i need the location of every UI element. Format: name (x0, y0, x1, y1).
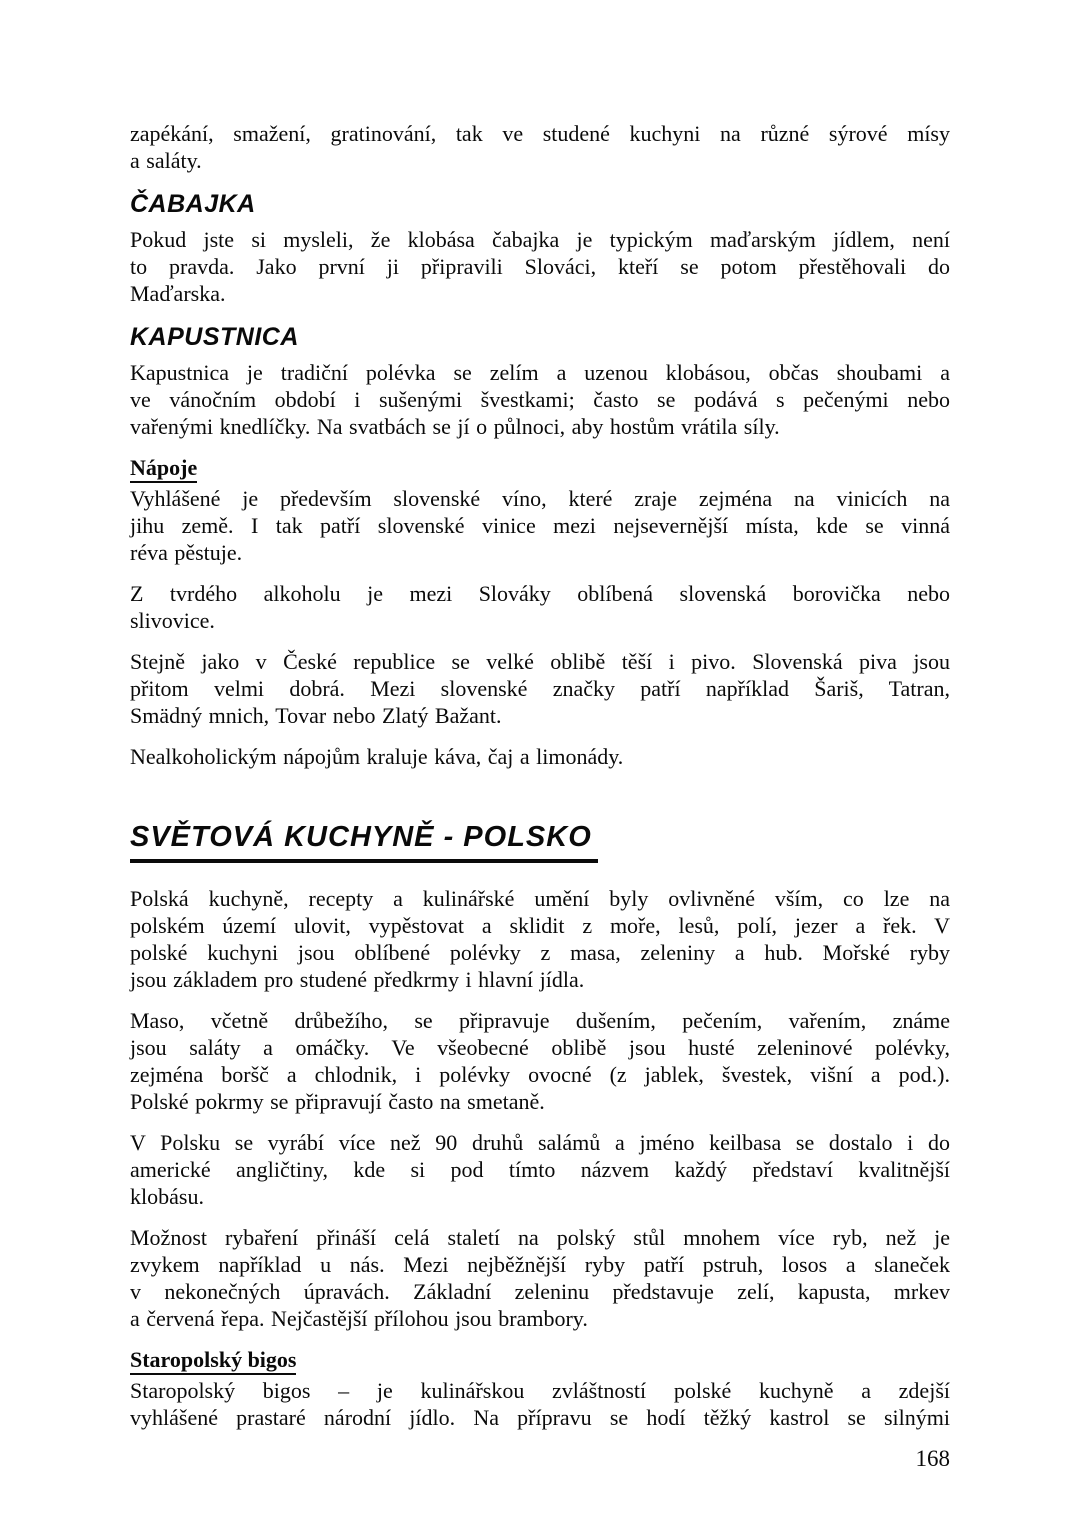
text-line: Polská kuchyně, recepty a kulinářské umění byly ovlivněné vším, co lze na (130, 886, 950, 911)
text-line: zvykem například u nás. Mezi nejběžnější ryby patří pstruh, losos a slaneček (130, 1252, 950, 1277)
text-line: vařenými knedlíčky. Na svatbách se jí o půlnoci, aby hostům vrátila síly. (130, 414, 780, 439)
text-line: Možnost rybaření přináší celá staletí na polský stůl mnohem více ryb, než je (130, 1225, 950, 1250)
paragraph (130, 1377, 950, 1431)
text-line: zapékání, smažení, gratinování, tak ve studené kuchyni na různé sýrové mísy (130, 121, 950, 146)
text-line: v nekonečných úpravách. Základní zeleninu představuje zelí, kapusta, mrkev (130, 1279, 950, 1304)
text-line: jsou saláty a omáčky. Ve všeobecné oblibě jsou husté zeleninové polévky, (130, 1035, 950, 1060)
text-line: polském území ulovit, vypěstovat a sklidit z moře, lesů, polí, jezer a řek. V (130, 913, 950, 938)
subheading-napoje: Nápoje (130, 454, 950, 481)
paragraph (130, 485, 950, 566)
text-line: Maso, včetně drůbežího, se připravuje dušením, pečením, vařením, známe (130, 1008, 950, 1033)
paragraph (130, 1129, 950, 1210)
text-line: klobásu. (130, 1184, 204, 1209)
text-line: jsou základem pro studené předkrmy i hlavní jídla. (130, 967, 585, 992)
chapter-heading-svetova-kuchyne-polsko: SVĚTOVÁ KUCHYNĚ - POLSKO (130, 820, 598, 863)
text-line: přitom velmi dobrá. Mezi slovenské značky patří například Šariš, Tatran, (130, 676, 950, 701)
text-line: Polské pokrmy se připravují často na smetaně. (130, 1089, 545, 1114)
paragraph (130, 226, 950, 307)
text-line: ve vánočním období i sušenými švestkami; často se podává s pečenými nebo (130, 387, 950, 412)
text-line: vyhlášené prastaré národní jídlo. Na přípravu se hodí těžký kastrol se silnými (130, 1405, 950, 1430)
text-line: to pravda. Jako první ji připravili Slováci, kteří se potom přestěhovali do (130, 254, 950, 279)
paragraph (130, 1007, 950, 1115)
paragraph (130, 1224, 950, 1332)
text-line: réva pěstuje. (130, 540, 243, 565)
paragraph (130, 885, 950, 993)
text-line: Kapustnica je tradiční polévka se zelím a uzenou klobásou, občas shoubami a (130, 360, 950, 385)
paragraph (130, 648, 950, 729)
section-heading-kapustnica: KAPUSTNICA (130, 323, 299, 351)
text-line: Pokud jste si mysleli, že klobása čabajka je typickým maďarským jídlem, není (130, 227, 950, 252)
paragraph (130, 120, 950, 174)
text-line: polské kuchyni jsou oblíbené polévky z masa, zeleniny a hub. Mořské ryby (130, 940, 950, 965)
text-line: a saláty. (130, 148, 202, 173)
text-line: jihu země. I tak patří slovenské vinice mezi nejsevernější místa, kde se vinná (130, 513, 950, 538)
page-number: 168 (915, 1446, 950, 1471)
paragraph (130, 359, 950, 440)
text-line: Staropolský bigos – je kulinářskou zvláštností polské kuchyně a zdejší (130, 1378, 950, 1403)
text-line: americké angličtiny, kde si pod tímto názvem každý představí kvalitnější (130, 1157, 950, 1182)
text-line: Z tvrdého alkoholu je mezi Slováky oblíbená slovenská borovička nebo (130, 581, 950, 606)
text-line: slivovice. (130, 608, 215, 633)
paragraph (130, 743, 950, 770)
text-line: Vyhlášené je především slovenské víno, které zraje zejména na vinicích na (130, 486, 950, 511)
paragraph (130, 580, 950, 634)
chapter-heading-wrap (130, 820, 950, 863)
text-line: Nealkoholickým nápojům kraluje káva, čaj a limonády. (130, 744, 624, 769)
subheading-staropolsky-bigos: Staropolský bigos (130, 1346, 950, 1373)
text-line: zejména boršč a chlodnik, i polévky ovocné (z jablek, švestek, višní a pod.). (130, 1062, 950, 1087)
text-line: V Polsku se vyrábí více než 90 druhů salámů a jméno keilbasa se dostalo i do (130, 1130, 950, 1155)
text-line: Smädný mnich, Tovar nebo Zlatý Bažant. (130, 703, 502, 728)
text-line: Stejně jako v České republice se velké oblibě těší i pivo. Slovenská piva jsou (130, 649, 950, 674)
text-line: a červená řepa. Nejčastější přílohou jsou brambory. (130, 1306, 588, 1331)
text-line: Maďarska. (130, 281, 226, 306)
section-heading-cabajka: ČABAJKA (130, 190, 256, 218)
